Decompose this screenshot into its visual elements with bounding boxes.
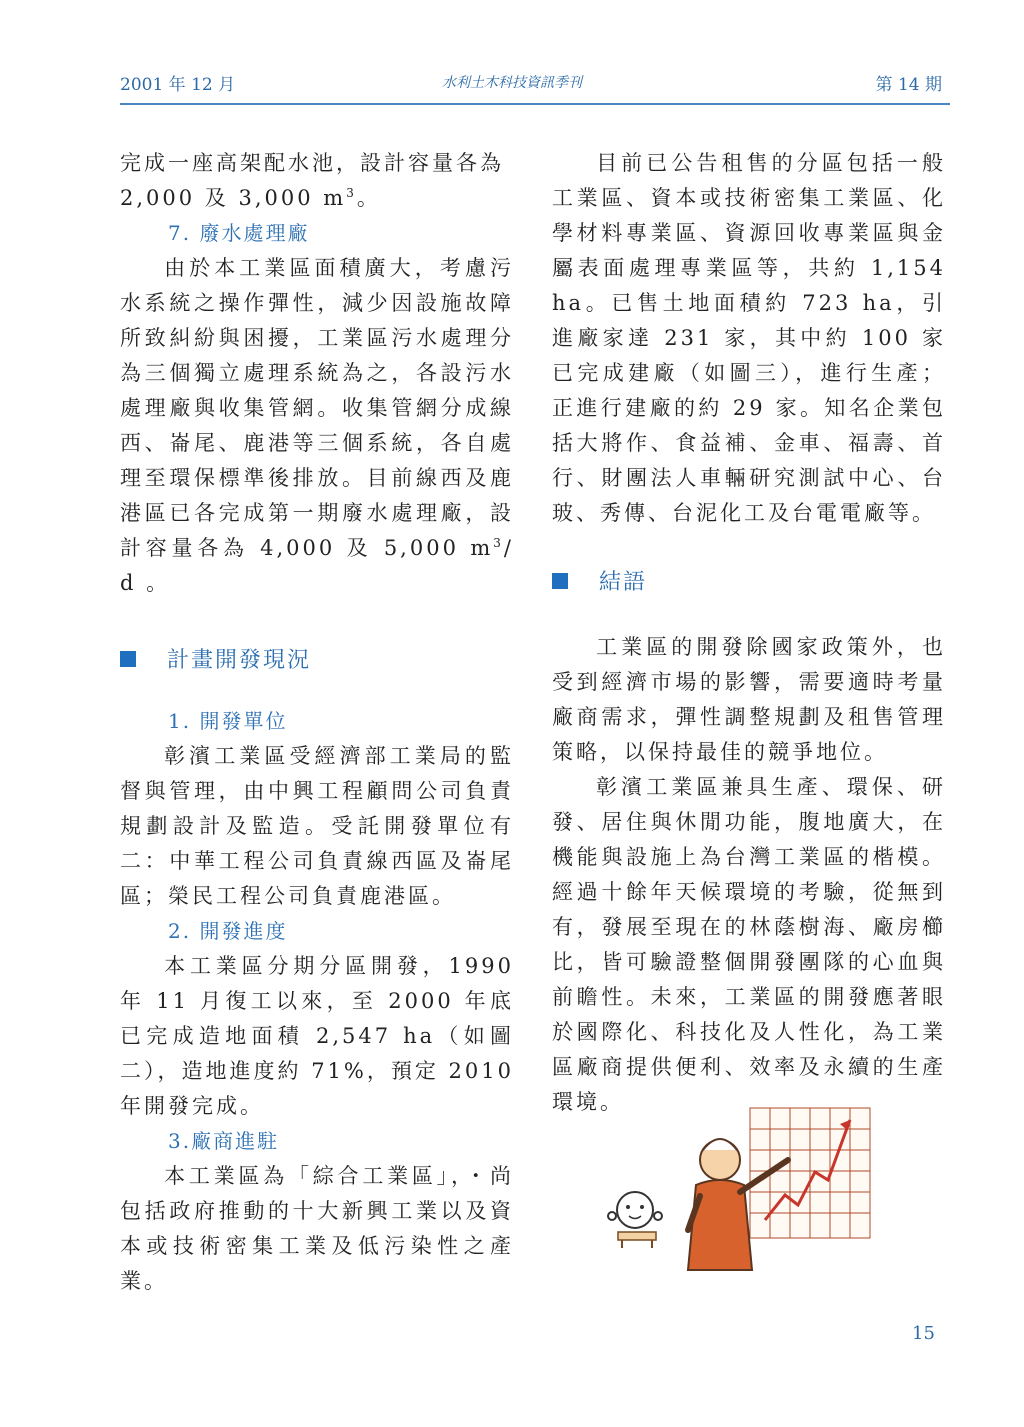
subheading-wastewater: 7. 廢水處理廠	[168, 221, 310, 245]
header-issue: 第 14 期	[875, 75, 942, 95]
cartoon-presenter-illustration	[600, 1100, 900, 1280]
paragraph: 由於本工業區面積廣大，考慮污水系統之操作彈性，減少因設施故障所致糾紛與困擾，工業區污水處理分為三個獨立處理系統為之，各設污水處理廠與收集管網。收集管網分成線西、崙尾、鹿港等三個系統，各自處理至環保標準後排放。目前線西及鹿港區已各完成第一期廢水處理廠，設計容量各為 4,000 及 5,000 $m^3/$ d 。	[120, 256, 514, 595]
subheading-developer: 1. 開發單位	[168, 709, 288, 733]
right-column	[552, 146, 946, 1120]
paragraph: 本工業區分期分區開發，1990 年 11 月復工以來，至 2000 年底已完成造地面積 2,547 ha（如圖二），造地進度約 71%，預定 2010 年開發完成。	[120, 954, 514, 1118]
left-column	[120, 146, 514, 1299]
small-robot-icon	[608, 1192, 662, 1248]
square-bullet-icon	[552, 573, 568, 589]
section-heading-development-status: 計畫開發現況	[120, 643, 514, 674]
section-heading-conclusion: 結語	[552, 565, 946, 596]
subheading-progress: 2. 開發進度	[168, 919, 288, 943]
paragraph: 完成一座高架配水池，設計容量各為	[120, 151, 504, 175]
paragraph: 彰濱工業區受經濟部工業局的監督與管理，由中興工程顧問公司負責規劃設計及監造。受託開發單位有二：中華工程公司負責線西區及崙尾區；榮民工程公司負責鹿港區。	[120, 744, 514, 908]
header-date: 2001 年 12 月	[120, 75, 236, 95]
subheading-tenants: 3.廠商進駐	[168, 1129, 280, 1153]
paragraph: 工業區的開發除國家政策外，也受到經濟市場的影響，需要適時考量廠商需求，彈性調整規劃及租售管理策略，以保持最佳的競爭地位。	[552, 635, 946, 764]
paragraph: 目前已公告租售的分區包括一般工業區、資本或技術密集工業區、化學材料專業區、資源回收專業區與金屬表面處理專業區等，共約 1,154 ha。已售土地面積約 723 ha，引進廠家達 231 家，其中約 100 家已完成建廠（如圖三），進行生產；正進行建廠的約 29 家。知名企業包括大將作、食益補、金車、福壽、首行、財團法人車輛研究測試中心、台玻、秀傳、台泥化工及台電電廠等。	[552, 151, 946, 525]
header-journal-title: 水利土木科技資訊季刊	[442, 75, 582, 91]
paragraph: 本工業區為「綜合工業區」，・尚包括政府推動的十大新興工業以及資本或技術密集工業及低污染性之產業。	[120, 1164, 514, 1293]
square-bullet-icon	[120, 651, 136, 667]
paragraph: 2,000 及 3,000 $m^3$。	[120, 186, 381, 210]
paragraph: 彰濱工業區兼具生產、環保、研發、居住與休閒功能，腹地廣大，在機能與設施上為台灣工業區的楷模。經過十餘年天候環境的考驗，從無到有，發展至現在的林蔭樹海、廠房櫛比，皆可驗證整個開發團隊的心血與前瞻性。未來，工業區的開發應著眼於國際化、科技化及人性化，為工業區廠商提供便利、效率及永續的生產環境。	[552, 775, 946, 1114]
header-rule	[120, 103, 950, 105]
page-number: 15	[912, 1323, 935, 1344]
